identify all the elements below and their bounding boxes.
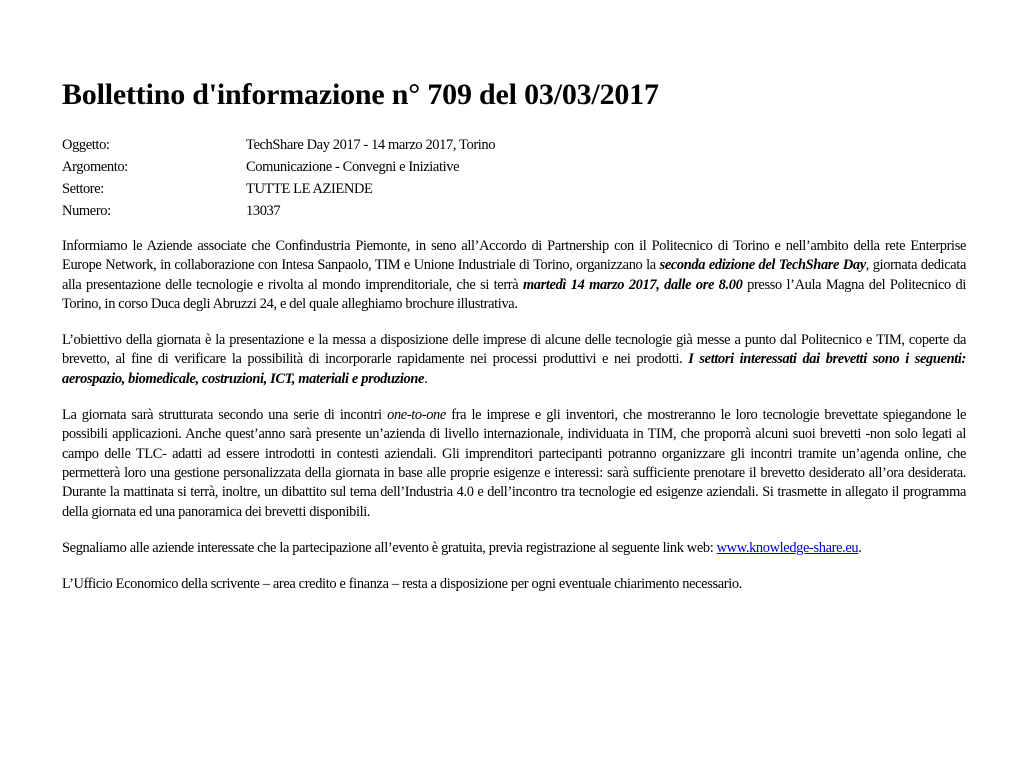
paragraph-contact [62, 575, 966, 594]
text-run: presso l’Aula Magna del Politecnico di Torino, in corso Duca degli Abruzzi 24, e del quale alleghiamo brochure illustrativa. [62, 276, 966, 312]
paragraph-registration [62, 539, 966, 558]
sectors-emphasis: I settori interessati dai brevetti sono i seguenti: aerospazio, biomedicale, costruzioni, ICT, materiali e produzione [62, 351, 966, 387]
meta-row-oggetto [62, 134, 966, 156]
text-run: , giornata dedicata alla presentazione delle tecnologie e rivolta al mondo imprenditoriale, che si terrà [62, 257, 966, 293]
text-run: Informiamo le Aziende associate che Confindustria Piemonte, in seno all’Accordo di Partnership con il Politecnico di Torino e nell’ambito della rete Enterprise Europe Network, in collaborazione con Intesa Sanpaolo, TIM e Unione Industriale di Torino, organizzano la [62, 238, 966, 274]
meta-key: Settore: [62, 181, 104, 197]
meta-value: 13037 [246, 203, 281, 219]
meta-row-argomento [62, 156, 966, 178]
page-title: Bollettino d'informazione n° 709 del 03/03/2017 [62, 78, 659, 111]
meta-value: TechShare Day 2017 - 14 marzo 2017, Torino [246, 137, 496, 153]
meta-key: Numero: [62, 203, 111, 219]
event-name-emphasis: seconda edizione del TechShare Day [659, 257, 866, 274]
meta-key: Argomento: [62, 159, 128, 175]
paragraph-intro [62, 237, 966, 314]
text-run: La giornata sarà strutturata secondo una serie di incontri [62, 407, 388, 424]
text-run: L’Ufficio Economico della scrivente – area credito e finanza – resta a disposizione per ogni eventuale chiarimento necessario. [62, 576, 742, 593]
bulletin-document [62, 78, 966, 611]
text-run: L’obiettivo della giornata è la presentazione e la messa a disposizione delle imprese di alcune delle tecnologie già messe a punto dal Politecnico e TIM, coperte da brevetto, al fine di verificare la possibilità di incorporarle rapidamente nei processi produttivi e nei prodotti. [62, 332, 966, 368]
meta-value: TUTTE LE AZIENDE [246, 181, 373, 197]
text-run: fra le imprese e gli inventori, che mostreranno le loro tecnologie brevettate spiegandone le possibili applicazioni. Anche quest’anno sarà presente un’azienda di livello internazionale, individuata in TIM, che proporrà alcuni suoi brevetti -non solo legati al campo delle TLC- adatti ad essere introdotti in contesti aziendali. Gli imprenditori partecipanti potranno organizzare gli incontri tramite un’agenda online, che permetterà loro una gestione personalizzata della giornata in base alle proprie esigenze e interessi: sarà sufficiente prenotare il brevetto desiderato all’ora desiderata. Durante la mattinata si terrà, inoltre, un dibattito sul tema dell’Industria 4.0 e dell’incontro tra tecnologie ed esigenze aziendali. Si trasmette in allegato il programma della giornata ed una panoramica dei brevetti disponibili. [62, 407, 967, 520]
meta-row-settore [62, 178, 966, 200]
paragraph-objective [62, 331, 966, 389]
meta-row-numero [62, 200, 966, 222]
paragraph-structure [62, 406, 966, 522]
meta-key: Oggetto: [62, 137, 110, 153]
text-run: . [424, 370, 428, 387]
text-run: Segnaliamo alle aziende interessate che la partecipazione all’evento è gratuita, previa registrazione al seguente link web: [62, 539, 717, 556]
event-date-emphasis: martedì 14 marzo 2017, dalle ore 8.00 [522, 276, 743, 293]
text-run: . [858, 539, 862, 556]
registration-link[interactable]: www.knowledge-share.eu [716, 539, 859, 556]
metadata-table [62, 134, 966, 222]
bulletin-body [62, 237, 966, 594]
meta-value: Comunicazione - Convegni e Iniziative [246, 159, 460, 175]
one-to-one-italic: one-to-one [387, 407, 446, 424]
